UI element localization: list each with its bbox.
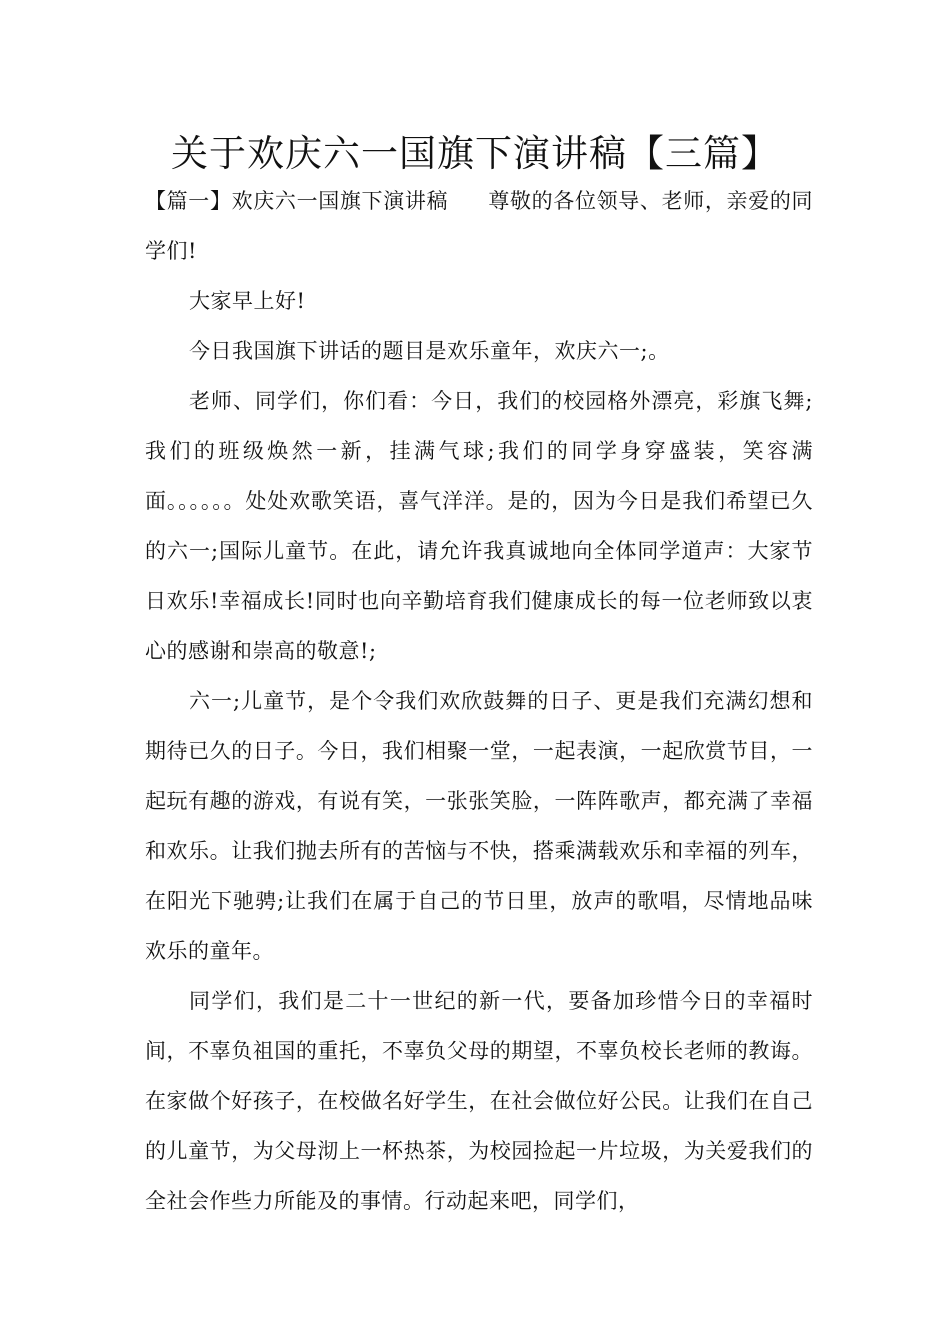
greeting-text: 尊敬的各位领导、老师，亲爱的同学们! — [145, 189, 813, 263]
paragraph: 同学们，我们是二十一世纪的新一代，要备加珍惜今日的幸福时间，不辜负祖国的重托，不辜负父母的期望，不辜负校长老师的教诲。在家做个好孩子，在校做名好学生，在社会做位好公民。让我们在自己的儿童节，为父母沏上一杯热茶，为校园捡起一片垃圾，为关爱我们的全社会作些力所能及的事情。行动起来吧，同学们， — [145, 989, 813, 1213]
paragraph: 老师、同学们，你们看：今日，我们的校园格外漂亮，彩旗飞舞;我们的班级焕然一新，挂满气球;我们的同学身穿盛装，笑容满面。。。。。。处处欢歌笑语，喜气洋洋。是的，因为今日是我们希望已久的六一;国际儿童节。在此，请允许我真诚地向全体同学道声：大家节日欢乐!幸福成长!同时也向辛勤培育我们健康成长的每一位老师致以衷心的感谢和崇高的敬意!; — [145, 389, 813, 663]
document-body — [145, 176, 813, 1226]
section-heading: 【篇一】欢庆六一国旗下演讲稿 — [145, 189, 449, 213]
document-title: 关于欢庆六一国旗下演讲稿【三篇】 — [171, 132, 779, 175]
paragraph: 六一;儿童节，是个令我们欢欣鼓舞的日子、更是我们充满幻想和期待已久的日子。今日，我们相聚一堂，一起表演，一起欣赏节目，一起玩有趣的游戏，有说有笑，一张张笑脸，一阵阵歌声，都充满了幸福和欢乐。让我们抛去所有的苦恼与不快，搭乘满载欢乐和幸福的列车，在阳光下驰骋;让我们在属于自己的节日里，放声的歌唱，尽情地品味欢乐的童年。 — [145, 689, 813, 963]
paragraph: 今日我国旗下讲话的题目是欢乐童年，欢庆六一;。 — [189, 339, 670, 363]
intro-paragraph — [145, 176, 813, 276]
paragraph: 大家早上好! — [189, 289, 306, 313]
